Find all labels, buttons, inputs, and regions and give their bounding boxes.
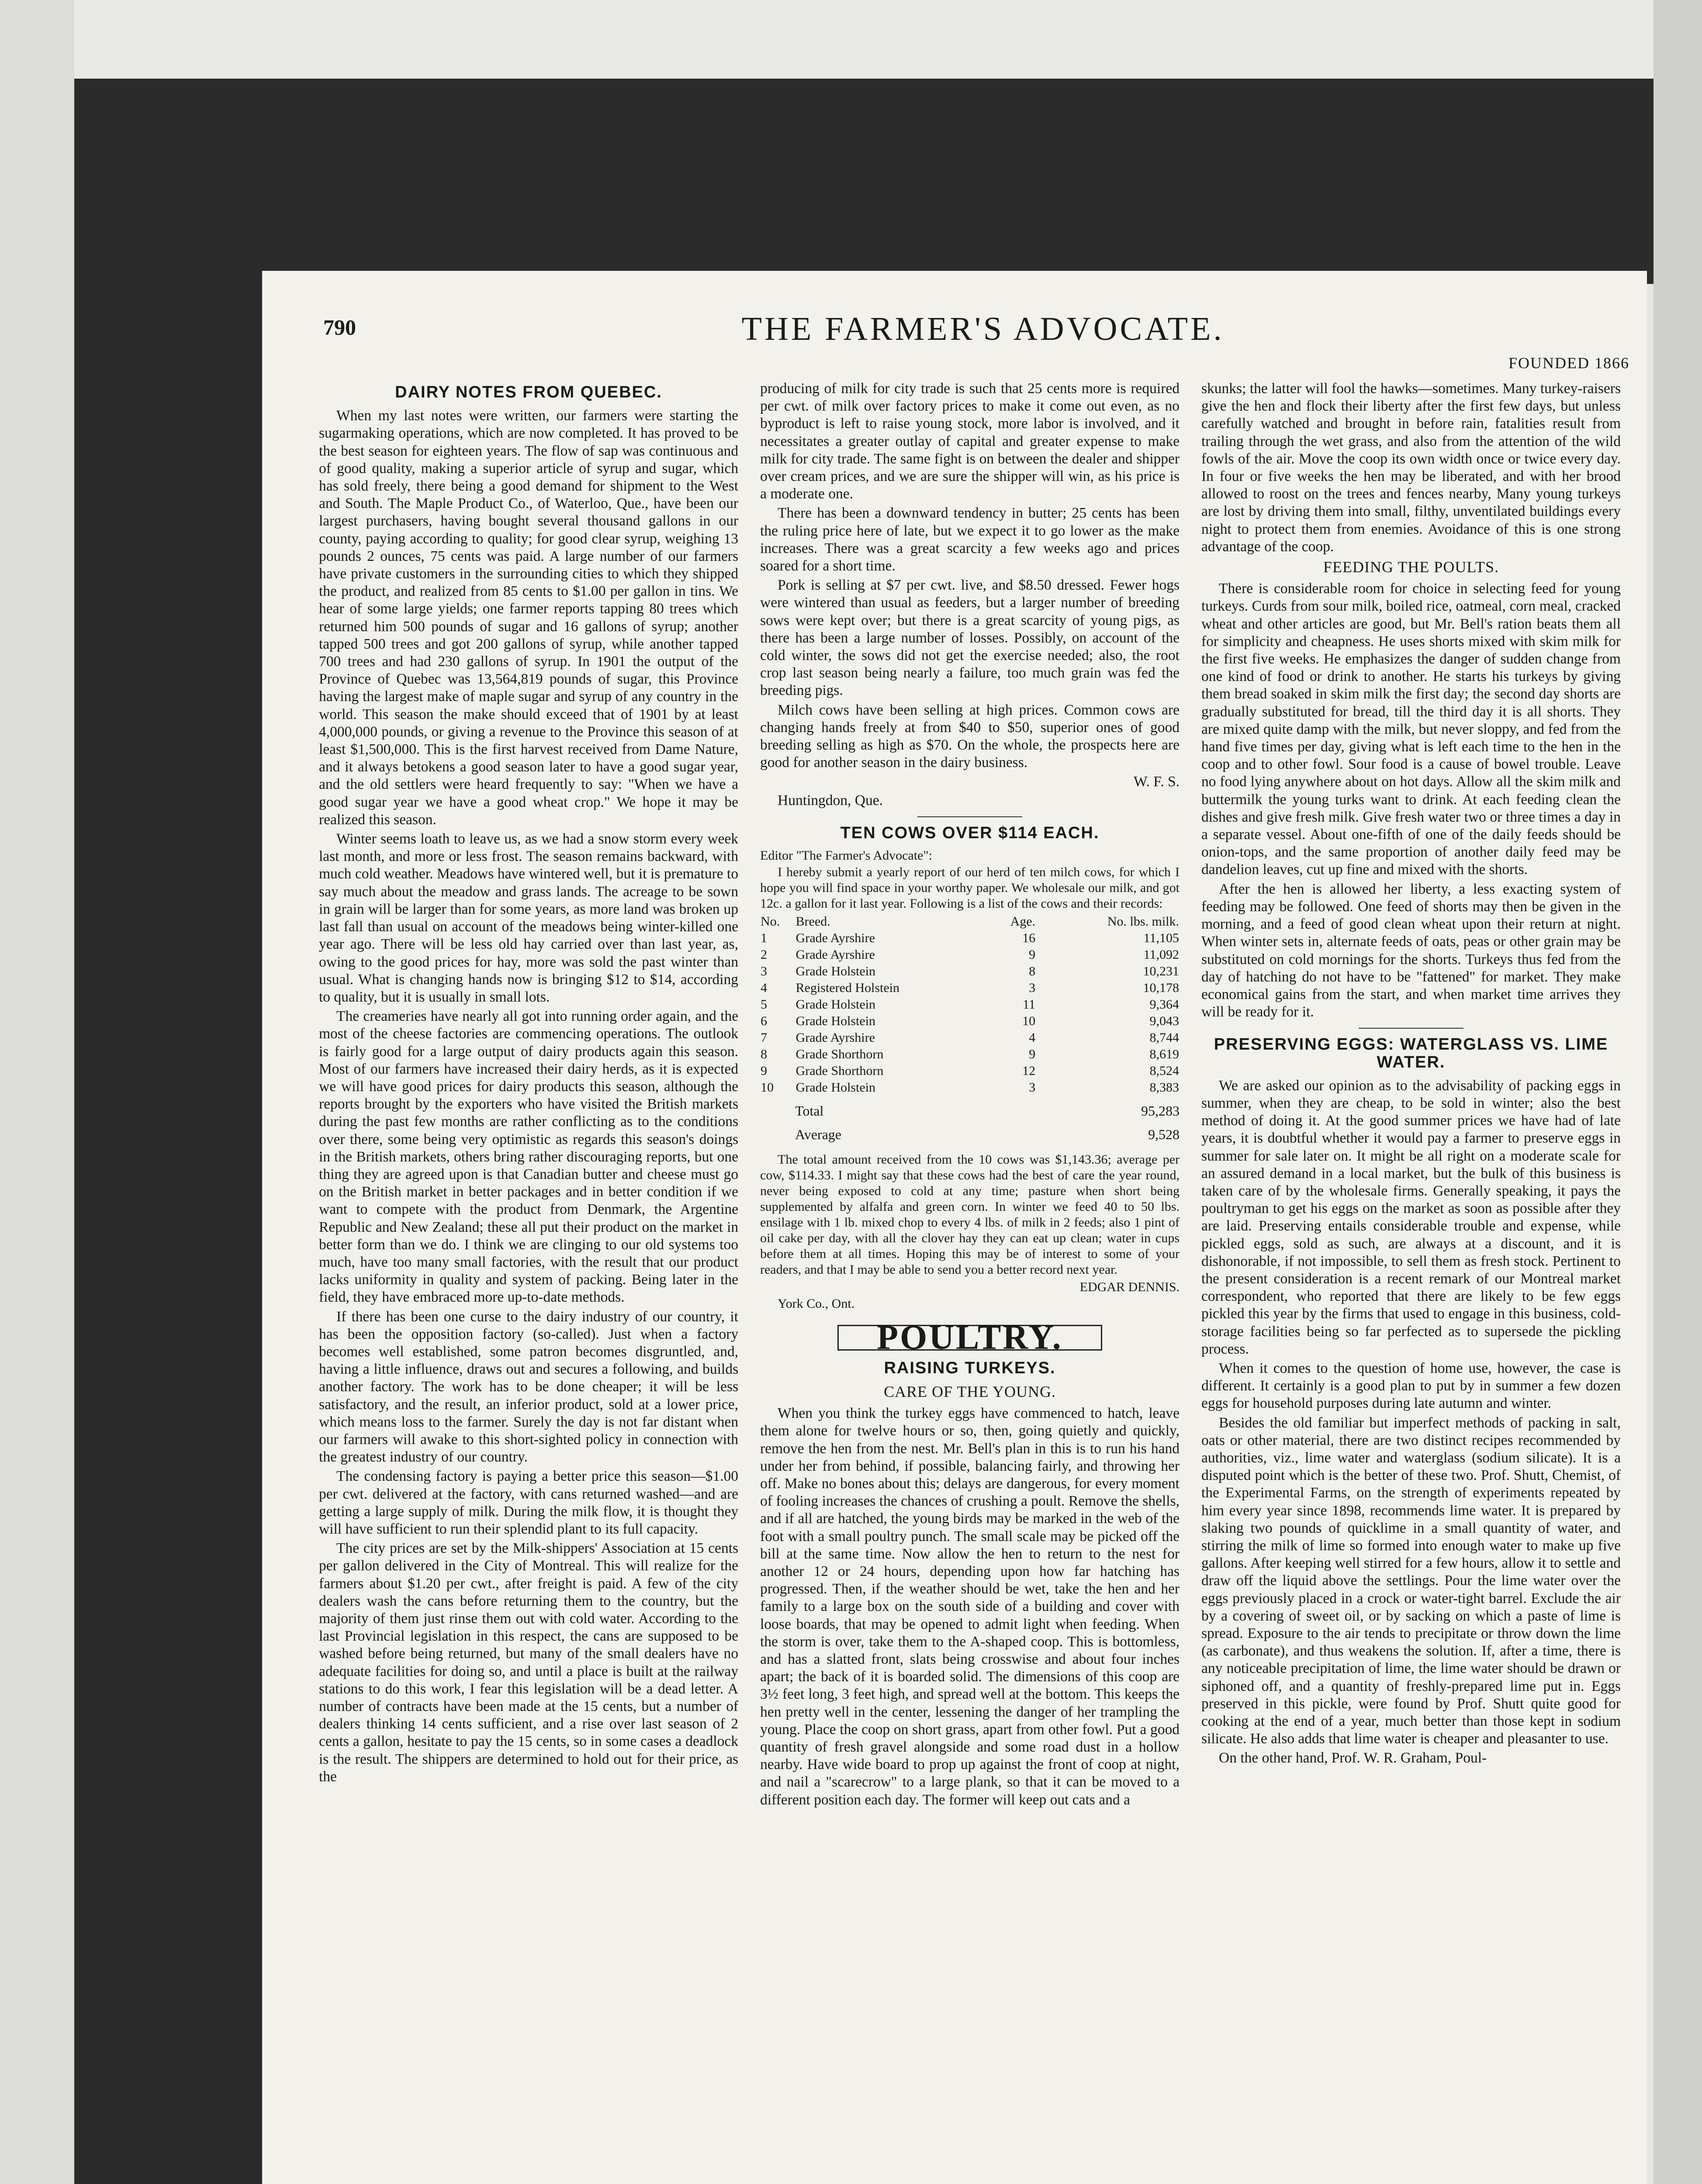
paragraph: The city prices are set by the Milk-shippers' Association at 15 cents per gallon delivered in the City of Montreal. This will realize for the farmers about $1.20 per cwt., after freight is paid. A few of the city dealers wash the cans before returning them to the country, but the majority of them just rinse them out with cold water. According to the last Provincial legislation in this respect, the cans are supposed to be washed before being returned, but many of the small dealers have no adequate facilities for doing so, and until a place is built at the railway stations to do this work, I fear this legislation will be a dead letter. A number of contracts have been made at the 15 cents, but a number of dealers thinking 14 cents sufficient, and a rise over last season of 2 cents a gallon, hesitate to pay the 15 cents, so in some cases a deadlock is the result. The shippers are determined to hold out for their price, as the xyxy=(319,1540,738,1785)
average-value: 9,528 xyxy=(1148,1127,1180,1143)
table-cell: Grade Ayrshire xyxy=(796,1030,875,1045)
article-heading-ten-cows: TEN COWS OVER $114 EACH. xyxy=(840,823,1100,842)
table-cell: Grade Holstein xyxy=(796,1014,875,1029)
divider xyxy=(1359,1028,1463,1029)
section-title-poultry: POULTRY. xyxy=(837,1325,1102,1350)
table-cell: 2 xyxy=(761,947,767,962)
page-number: 790 xyxy=(323,315,356,339)
table-row xyxy=(760,1063,1180,1079)
paragraph: When you think the turkey eggs have commenced to hatch, leave them alone for twelve hours or so, then, going quietly and quickly, remove the hen from the nest. Mr. Bell's plan in this is to run his hand under her from behind, if possible, balancing fairly, and throwing her off. Make no bones about this; delays are dangerous, for every moment of fooling increases the chances of crushing a poult. Remove the shells, and if all are hatched, the young birds may be marked in the web of the foot with a small poultry punch. The small scale may be picked off the bill at the same time. Now allow the hen to return to the nest for another 12 or 24 hours, depending upon how far hatching has progressed. Then, if the weather should be wet, take the hen and her family to a large box on the south side of a building and cover with loose boards, that may be opened to admit light when feeding. When the storm is over, take them to the A-shaped coop. This is bottomless, and has a slatted front, slats being crosswise and about four inches apart; the back of it is boarded solid. The dimensions of this coop are 3½ feet long, 3 feet high, and spread well at the bottom. This keeps the hen pretty well in the center, lessening the danger of her trampling the young. Place the coop on short grass, apart from other fowl. Put a good quantity of fresh gravel alongside and some road dust in a hollow nearby. Have wide board to prop up against the front of coop at night, and nail a "scarecrow" to a large plank, so that it can be moved to a different position each day. The former will keep out cats and a xyxy=(760,1405,1180,1808)
editor-line: Editor "The Farmer's Advocate": xyxy=(760,848,932,863)
table-cell: 3 xyxy=(1029,1080,1036,1095)
table-cell: Grade Ayrshire xyxy=(796,931,875,946)
paragraph: There has been a downward tendency in butter; 25 cents has been the ruling price here of late, but we expect it to go lower as the make increases. There was a great scarcity a few weeks ago and prices soared for a short time. xyxy=(760,505,1180,574)
table-cell: 9,043 xyxy=(1149,1014,1179,1029)
author-name: EDGAR DENNIS. xyxy=(1079,1280,1180,1295)
table-cell: Registered Holstein xyxy=(796,981,899,995)
table-cell: 10,231 xyxy=(1143,964,1179,979)
table-cell: 8,619 xyxy=(1149,1047,1179,1062)
total-row xyxy=(760,1102,1180,1120)
table-cell: 3 xyxy=(761,964,767,979)
paragraph: The creameries have nearly all got into running order again, and the most of the cheese factories are commencing operations. The outlook is fairly good for a large output of dairy products again this season. Most of our farmers have increased their dairy herds, as it is expected we will have good prices for dairy products this season, although the reports brought by the exporters who have visited the British markets during the past few months are rather conflicting as to the conditions over there, some being very optimistic as regards this season's doings in the British markets, others bring rather discouraging reports, but one thing they are agreed upon is that Canadian butter and cheese must go on the British market in better packages and in better condition if we want to compete with the product from Denmark, the Argentine Republic and New Zealand; these all put their product on the market in better form than we do. I think we are clinging to our old systems too much, have too many small factories, with the result that our product lacks uniformity in quality and system of packing. Being later in the field, they have embraced more up-to-date methods. xyxy=(319,1008,738,1306)
table-cell: 10 xyxy=(1022,1014,1036,1029)
table-cell: 11,092 xyxy=(1143,947,1179,962)
table-cell: Grade Holstein xyxy=(796,1080,875,1095)
table-header-row xyxy=(760,913,1180,930)
scan-background-top xyxy=(0,0,1702,79)
column-header: No. xyxy=(761,914,780,929)
column-3 xyxy=(1201,380,1621,1769)
table-cell: 8,524 xyxy=(1149,1064,1179,1078)
table-cell: 16 xyxy=(1022,931,1036,946)
table-cell: 5 xyxy=(761,997,767,1012)
paragraph: Besides the old familiar but imperfect methods of packing in salt, oats or other material, there are two distinct recipes recommended by authorities, viz., lime water and waterglass (sodium silicate). It is a disputed point which is the better of these two. Prof. Shutt, Chemist, of the Experimental Farms, on the strength of experiments repeated by him every year since 1898, recommends lime water. It is prepared by slaking two pounds of quicklime in a small quantity of water, and stirring the milk of lime so formed into enough water to make up five gallons. After keeping well stirred for a few hours, allow it to settle and draw off the liquid above the settlings. Pour the lime water over the eggs previously placed in a crock or water-tight barrel. Exclude the air by a covering of sweet oil, or by sacking on which a paste of lime is spread. Exposure to the air tends to precipitate or throw down the lime (as carbonate), and thus weakens the solution. If, after a time, there is any noticeable precipitation of lime, the lime water should be drawn or siphoned off, and a quantity of freshly-prepared lime put in. Eggs preserved in this pickle, were found by Prof. Shutt quite good for cooking at the end of a year, much better than those kept in sodium silicate. He also adds that lime water is cheaper and pleasanter to use. xyxy=(1201,1414,1621,1747)
table-cell: 11,105 xyxy=(1143,931,1179,946)
table-cell: 7 xyxy=(761,1030,767,1045)
author-place: York Co., Ont. xyxy=(778,1296,855,1311)
table-cell: 4 xyxy=(1029,1030,1036,1045)
paragraph: Pork is selling at $7 per cwt. live, and $8.50 dressed. Fewer hogs were wintered than usual as feeders, but a larger number of breeding sows were kept over; but there is a great scarcity of young pigs, as there has been a large number of losses. Possibly, on account of the cold winter, the sows did not get the exercise needed; also, the root crop last season being nearly a failure, too much grain was fed the breeding pigs. xyxy=(760,577,1180,699)
paragraph: When my last notes were written, our farmers were starting the sugarmaking operations, which are now completed. It has proved to be the best season for eighteen years. The flow of sap was continuous and of good quality, making a superior article of syrup and sugar, which has sold freely, there being a good demand for shipment to the West and South. The Maple Product Co., of Waterloo, Que., have been our largest purchasers, having bought several thousand gallons in our county, paying according to quality; for good clear syrup, weighing 13 pounds 2 ounces, 75 cents was paid. A large number of our farmers have private customers in the surrounding cities to which they shipped the product, and realized from 85 cents to $1.00 per gallon in tins. We hear of some large yields; one farmer reports tapping 80 trees which returned him 500 pounds of sugar and 16 gallons of syrup; another tapped 500 trees and got 200 gallons of syrup, while another tapped 700 trees and had 230 gallons of syrup. In 1901 the output of the Province of Quebec was 13,564,819 pounds of sugar, this Province having the largest make of maple sugar and syrup of any country in the world. This season the make should exceed that of 1901 by at least 4,000,000 pounds, or giving a revenue to the Province this season of at least $1,500,000. This is the first harvest received from Dame Nature, and it always betokens a good season later to have a good sugar year, and the old settlers were heard frequently to say: "When we have a good sugar year we have a good wheat crop." We hope it may be realized this season. xyxy=(319,408,738,828)
paragraph: Winter seems loath to leave us, as we had a snow storm every week last month, and more or less frost. The season remains backward, with much cold weather. Meadows have wintered well, but it is premature to say much about the meadow and grass lands. The acreage to be sown in grain will be larger than for some years, as more land was broken up last fall than usual on account of the meadows being winter-killed one year ago. There will be less old hay carried over than last year, as, owing to the good prices for hay, more was sold the past winter than usual. What is changing hands now is bringing $12 to $14, according to quality, but it is usually in small lots. xyxy=(319,831,738,1005)
total-label: Total xyxy=(795,1103,824,1119)
scan-background-left xyxy=(0,0,74,2184)
table-cell: 8,744 xyxy=(1149,1030,1179,1045)
article-heading-preserving-eggs: PRESERVING EGGS: WATERGLASS VS. LIME WATER. xyxy=(1214,1035,1609,1071)
table-cell: 9,364 xyxy=(1149,997,1179,1012)
paragraph: After the hen is allowed her liberty, a less exacting system of feeding may be followed. One feed of shorts may then be given in the morning, and a feed of good clean wheat upon their return at night. When winter sets in, alternate feeds of oats, peas or other grain may be substituted on cold mornings for the shorts. Turkeys thus fed from the day of hatching do not have to be "fattened" for market. They make economical gains from the start, and when market time arrives they will be ready for it. xyxy=(1201,881,1621,1020)
table-row xyxy=(760,963,1180,980)
signature-initials: W. F. S. xyxy=(1134,774,1180,790)
table-cell: 8 xyxy=(761,1047,767,1062)
table-row xyxy=(760,996,1180,1013)
table-cell: Grade Shorthorn xyxy=(796,1064,884,1078)
table-cell: 10 xyxy=(761,1080,774,1095)
column-2 xyxy=(760,380,1180,1811)
article-heading-dairy-notes: DAIRY NOTES FROM QUEBEC. xyxy=(395,383,662,401)
table-cell: Grade Holstein xyxy=(796,964,875,979)
table-cell: 9 xyxy=(1029,1047,1036,1062)
paragraph: We are asked our opinion as to the advisability of packing eggs in summer, when they are cheap, to be sold in winter; also the best method of doing it. At the good summer prices we have had of late years, it is doubtful whether it would pay a farmer to preserve eggs in summer for sale later on. It might be all right on a moderate scale for an assured demand in a local market, but the bulk of this business is taken care of by the wholesale firms. Generally speaking, it pays the poultryman to get his eggs on the market as soon as possible after they are laid. Preserving entails considerable trouble and expense, while pickled eggs, sold as such, are always at a discount, and it is dishonorable, if not impossible, to sell them as fresh stock. Pertinent to the present consideration is a recent remark of our Montreal market correspondent, who reported that there are likely to be few eggs pickled this year by the firms that used to engage in this business, cold-storage facilities being so far perfected as to supersede the pickling process. xyxy=(1201,1077,1621,1357)
table-row xyxy=(760,947,1180,963)
paragraph: On the other hand, Prof. W. R. Graham, Poul- xyxy=(1219,1750,1487,1766)
column-header: Age. xyxy=(1010,914,1036,929)
subheading-feeding-poults: FEEDING THE POULTS. xyxy=(1323,558,1499,576)
table-cell: Grade Shorthorn xyxy=(796,1047,884,1062)
subheading-care-of-young: CARE OF THE YOUNG. xyxy=(883,1382,1056,1400)
table-cell: 9 xyxy=(1029,947,1036,962)
table-row xyxy=(760,930,1180,947)
average-row xyxy=(760,1126,1180,1143)
table-row xyxy=(760,1030,1180,1046)
table-row xyxy=(760,1079,1180,1096)
table-cell: 1 xyxy=(761,931,767,946)
paragraph: If there has been one curse to the dairy industry of our country, it has been the opposition factory (so-called). Just when a factory becomes well established, some patron becomes disgruntled, and, having a little influence, draws out and secures a following, and builds another factory. The work has to be done cheaper; it will be less satisfactory, and the result, an inferior product, sold at a lower price, which means loss to the farmer. Surely the day is not far distant when our farmers will awake to this short-sighted policy in connection with the greatest industry of our country. xyxy=(319,1308,738,1465)
table-cell: 9 xyxy=(761,1064,767,1078)
table-cell: 6 xyxy=(761,1014,767,1029)
page-header xyxy=(323,310,1643,389)
column-header: No. lbs. milk. xyxy=(1107,914,1179,929)
table-cell: Grade Ayrshire xyxy=(796,947,875,962)
column-header: Breed. xyxy=(796,914,830,929)
paragraph: When it comes to the question of home use, however, the case is different. It certainly is a good plan to put by in summer a few dozen eggs for household purposes during late autumn and winter. xyxy=(1201,1360,1621,1412)
paragraph: skunks; the latter will fool the hawks—sometimes. Many turkey-raisers give the hen and flock their liberty after the first few days, but unless carefully watched and brought in before rain, fatalities result from trailing through the wet grass, and also from the attention of the wild fowls of the air. Move the coop its own width once or twice every day. In four or five weeks the hen may be liberated, and with her brood allowed to roost on the trees and fences nearby, Many young turkeys are lost by driving them into small, filthy, unventilated buildings every night to protect them from enemies. Avoidance of this is one strong advantage of the coop. xyxy=(1201,380,1621,555)
table-row xyxy=(760,1046,1180,1063)
paragraph: producing of milk for city trade is such that 25 cents more is required per cwt. of milk over factory prices to make it come out even, as no byproduct is left to raise young stock, more labor is involved, and it necessitates a greater outlay of capital and greater expense to make milk for city trade. The same fight is on between the dealer and shipper over cream prices, and we are sure the shipper will win, as his price is a moderate one. xyxy=(760,380,1180,502)
newspaper-page xyxy=(262,271,1647,2184)
table-cell: Grade Holstein xyxy=(796,997,875,1012)
column-1 xyxy=(319,380,738,1787)
table-cell: 8,383 xyxy=(1149,1080,1179,1095)
table-row xyxy=(760,1013,1180,1030)
paragraph: The total amount received from the 10 cows was $1,143.36; average per cow, $114.33. I might say that these cows had the best of care the year round, never being exposed to cold at any time; pasture when short being supplemented by alfalfa and green corn. In winter we feed 40 to 50 lbs. ensilage with 1 lb. mixed chop to every 4 lbs. of milk in 2 feeds; also 1 pint of oil cake per day, with all the clover hay they can eat up clean; water in cups before them at all times. Hoping this may be of interest to some of your readers, and that I may be able to send you a better record next year. xyxy=(760,1152,1180,1277)
table-cell: 8 xyxy=(1029,964,1036,979)
paragraph: I hereby submit a yearly report of our herd of ten milch cows, for which I hope you will find space in your worthy paper. We wholesale our milk, and got 12c. a gallon for it last year. Following is a list of the cows and their records: xyxy=(760,865,1180,911)
article-heading-raising-turkeys: RAISING TURKEYS. xyxy=(884,1358,1056,1377)
paragraph: The condensing factory is paying a better price this season—$1.00 per cwt. delivered at the factory, with cans returned washed—and are getting a large supply of milk. During the milk flow, it is thought they will have sufficient to run their splendid plant to its full capacity. xyxy=(319,1468,738,1537)
table-cell: 11 xyxy=(1023,997,1036,1012)
table-cell: 12 xyxy=(1022,1064,1036,1078)
table-cell: 4 xyxy=(761,981,767,995)
signature-place: Huntingdon, Que. xyxy=(778,792,883,809)
average-label: Average xyxy=(795,1127,841,1143)
total-value: 95,283 xyxy=(1141,1103,1180,1119)
founded-note: FOUNDED 1866 xyxy=(1508,354,1629,372)
table-cell: 10,178 xyxy=(1143,981,1179,995)
cow-records-table xyxy=(760,913,1180,1096)
paragraph: Milch cows have been selling at high prices. Common cows are changing hands freely at from $40 to $50, superior ones of good breeding selling as high as $70. On the whole, the prospects here are good for another season in the dairy business. xyxy=(760,702,1180,771)
masthead-title: THE FARMER'S ADVOCATE. xyxy=(741,311,1225,347)
table-row xyxy=(760,980,1180,996)
divider xyxy=(917,816,1022,817)
scan-background-right xyxy=(1654,0,1702,2184)
paragraph: There is considerable room for choice in selecting feed for young turkeys. Curds from sour milk, boiled rice, oatmeal, corn meal, cracked wheat and other articles are good, but Mr. Bell's ration beats them all for simplicity and cheapness. He uses shorts mixed with skim milk for the first five weeks. He emphasizes the danger of sudden change from one kind of food or drink to another. He starts his turkeys by giving them bread soaked in skim milk the first day; the second day shorts are gradually substituted for bread, till the third day it is all shorts. They are mixed quite damp with the milk, but never sloppy, and fed from the hand five times per day, giving what is left each time to the hen in the coop and to other fowl. Sour food is a cause of bowel trouble. Leave no food lying anywhere about on hot days. Allow all the skim milk and buttermilk the young turks want to drink. At each feeding clean the dishes and give fresh milk. Give fresh water two or three times a day in a separate vessel. About one-fifth of one of the daily feeds should be onion-tops, and the same proportion of another daily feed may be dandelion leaves, cut up fine and mixed with the shorts. xyxy=(1201,581,1621,878)
table-cell: 3 xyxy=(1029,981,1036,995)
